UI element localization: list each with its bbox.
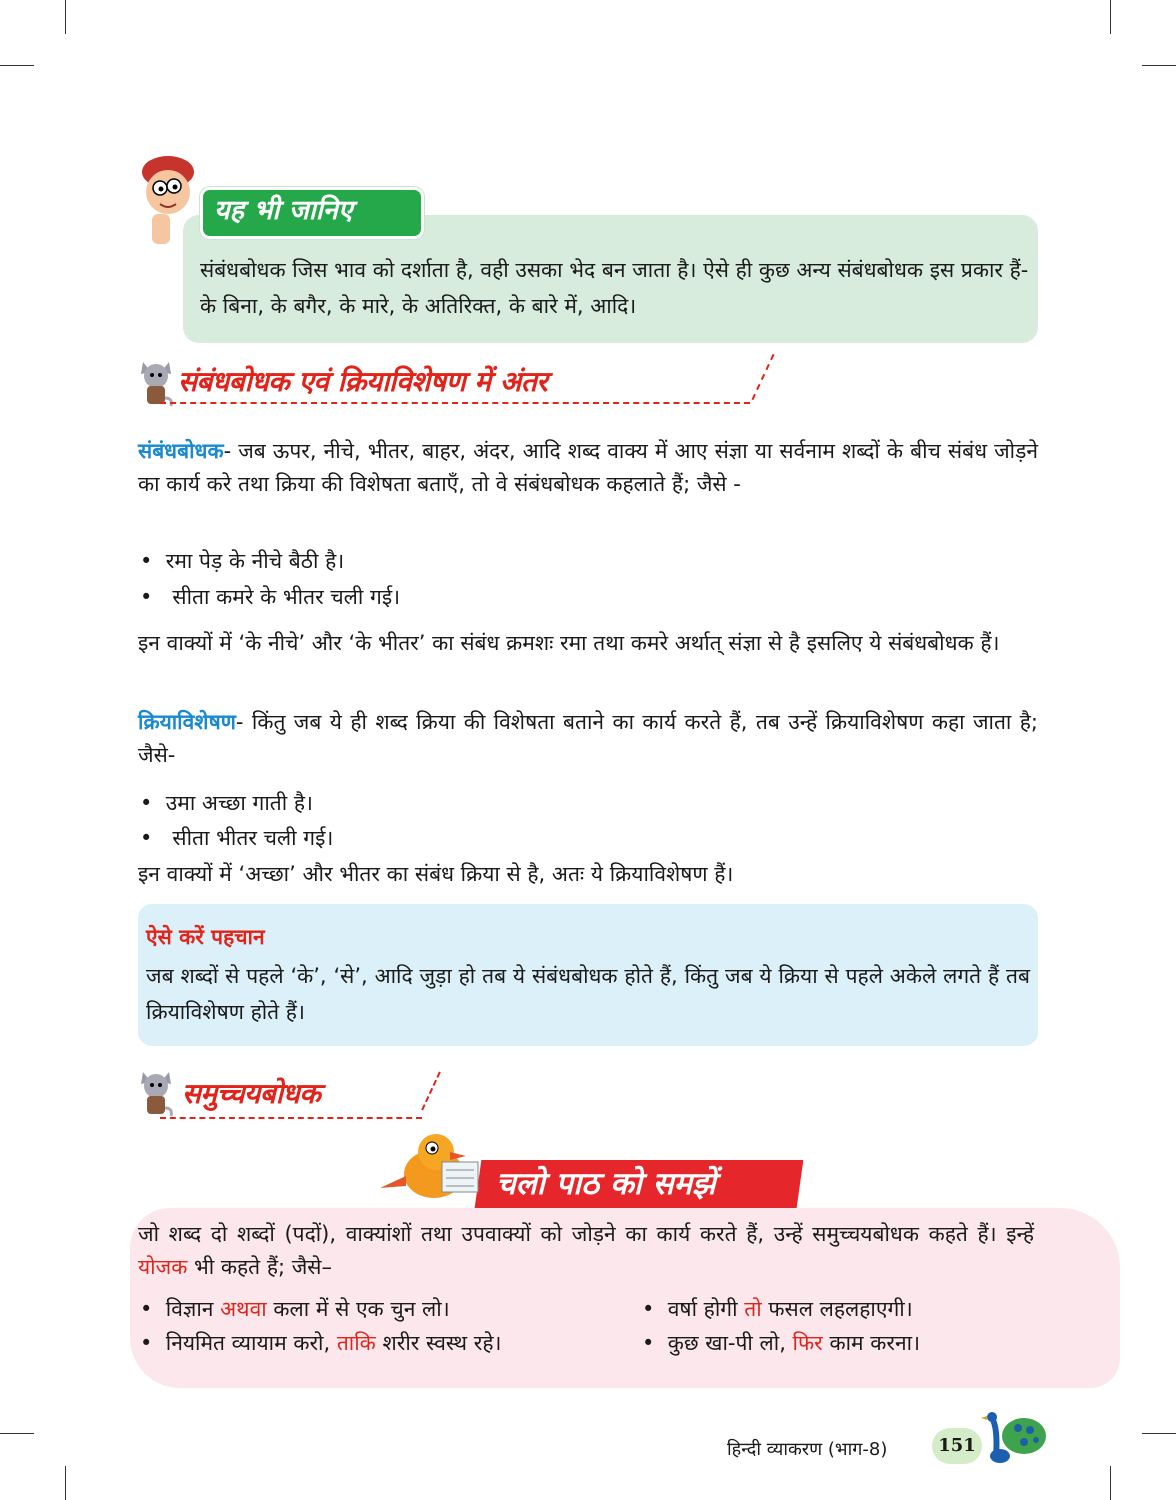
page-number: 151	[932, 1428, 982, 1464]
example-text: शरीर स्वस्थ रहे।	[375, 1331, 502, 1355]
example-text: सीता भीतर चली गई।	[172, 826, 334, 850]
crop-mark	[1110, 1466, 1111, 1500]
cat-mascot-icon	[137, 358, 175, 408]
info-box-text: संबंधबोधक जिस भाव को दर्शाता है, वही उसका भेद बन जाता है। ऐसे ही कुछ अन्य संबंधबोधक इस प्रकार हैं- के बिना, के बगैर, के मारे, के अतिरिक्त, के बारे में, आदि।	[200, 258, 1029, 318]
heading-slash	[421, 1072, 441, 1111]
list-item: • विज्ञान अथवा कला में से एक चुन लो।	[140, 1297, 450, 1321]
highlight-word: ताकि	[336, 1331, 376, 1355]
list-item: • कुछ खा-पी लो, फिर काम करना।	[642, 1331, 921, 1355]
list-item: • सीता कमरे के भीतर चली गई।	[140, 585, 401, 609]
definition-text: जो शब्द दो शब्दों (पदों), वाक्यांशों तथा उपवाक्यों को जोड़ने का कार्य करते हैं, उन्हें समुच्चयबोधक कहते हैं। इन्हें	[138, 1222, 1034, 1246]
highlight-word: तो	[744, 1297, 762, 1321]
example-text: उमा अच्छा गाती है।	[165, 791, 313, 815]
bird-mascot-icon	[378, 1128, 488, 1206]
crop-mark	[1142, 1433, 1176, 1434]
explanation-relational: इन वाक्यों में ‘के नीचे’ और ‘के भीतर’ का संबंध क्रमशः रमा तथा कमरे अर्थात् संज्ञा से है इसलिए ये संबंधबोधक हैं।	[138, 631, 1000, 655]
crop-mark	[65, 1466, 66, 1500]
list-item: • वर्षा होगी तो फसल लहलहाएगी।	[642, 1297, 913, 1321]
list-item: • नियमित व्यायाम करो, ताकि शरीर स्वस्थ रहे।	[140, 1331, 502, 1355]
list-item: • उमा अच्छा गाती है।	[140, 791, 313, 815]
heading-underline	[160, 1117, 422, 1119]
section-heading-conjunction: समुच्चयबोधक	[182, 1077, 321, 1110]
crop-mark	[1142, 65, 1176, 66]
example-text: वर्षा होगी	[667, 1297, 745, 1321]
highlight-word: फिर	[792, 1331, 823, 1355]
example-text: फसल लहलहाएगी।	[761, 1297, 913, 1321]
definition-text: - किंतु जब ये ही शब्द क्रिया की विशेषता बताने का कार्य करते हैं, तब उन्हें क्रियाविशेषण कहा जाता है; जैसे-	[138, 710, 1038, 767]
section-heading-difference: संबंधबोधक एवं क्रियाविशेषण में अंतर	[178, 365, 548, 398]
peacock-icon	[978, 1408, 1048, 1470]
crop-mark	[0, 1433, 34, 1434]
list-item: • रमा पेड़ के नीचे बैठी है।	[140, 549, 345, 573]
example-text: विज्ञान	[165, 1297, 221, 1321]
definition-relational	[138, 435, 1038, 501]
example-text: कला में से एक चुन लो।	[266, 1297, 450, 1321]
example-text: नियमित व्यायाम करो,	[165, 1331, 337, 1355]
term-adverb: क्रियाविशेषण	[138, 710, 236, 734]
info-box-title: यह भी जानिए	[214, 195, 353, 226]
highlight-word: अथवा	[220, 1297, 267, 1321]
example-text: रमा पेड़ के नीचे बैठी है।	[165, 549, 345, 573]
heading-slash	[752, 354, 775, 400]
cat-mascot-icon	[137, 1068, 175, 1118]
definition-conjunction	[138, 1218, 1034, 1284]
heading-underline	[160, 402, 750, 404]
definition-text: - जब ऊपर, नीचे, भीतर, बाहर, अंदर, आदि शब्द वाक्य में आए संज्ञा या सर्वनाम शब्दों के बीच संबंध जोड़ने का कार्य करे तथा क्रिया की विशेषता बताएँ, तो वे संबंधबोधक कहलाते हैं; जैसे -	[138, 439, 1038, 496]
definition-adverb	[138, 706, 1038, 772]
example-text: काम करना।	[822, 1331, 921, 1355]
example-text: सीता कमरे के भीतर चली गई।	[172, 585, 401, 609]
book-title: हिन्दी व्याकरण (भाग-8)	[727, 1439, 888, 1460]
highlight-word: योजक	[138, 1255, 188, 1279]
crop-mark	[65, 0, 66, 34]
definition-text: भी कहते हैं; जैसे–	[187, 1255, 332, 1279]
identify-box-title: ऐसे करें पहचान	[146, 925, 265, 949]
crop-mark	[1110, 0, 1111, 34]
lesson-banner-title: चलो पाठ को समझें	[496, 1166, 716, 1202]
term-relational: संबंधबोधक	[138, 439, 224, 463]
boy-mascot-icon	[130, 150, 210, 250]
identify-box-text: जब शब्दों से पहले ‘के’, ‘से’, आदि जुड़ा हो तब ये संबंधबोधक होते हैं, किंतु जब ये क्रिया से पहले अकेले लगते हैं तब क्रियाविशेषण होते हैं।	[146, 964, 1030, 1024]
crop-mark	[0, 65, 34, 66]
example-text: कुछ खा-पी लो,	[667, 1331, 793, 1355]
list-item: • सीता भीतर चली गई।	[140, 826, 334, 850]
explanation-adverb: इन वाक्यों में ‘अच्छा’ और भीतर का संबंध क्रिया से है, अतः ये क्रियाविशेषण हैं।	[138, 862, 734, 886]
